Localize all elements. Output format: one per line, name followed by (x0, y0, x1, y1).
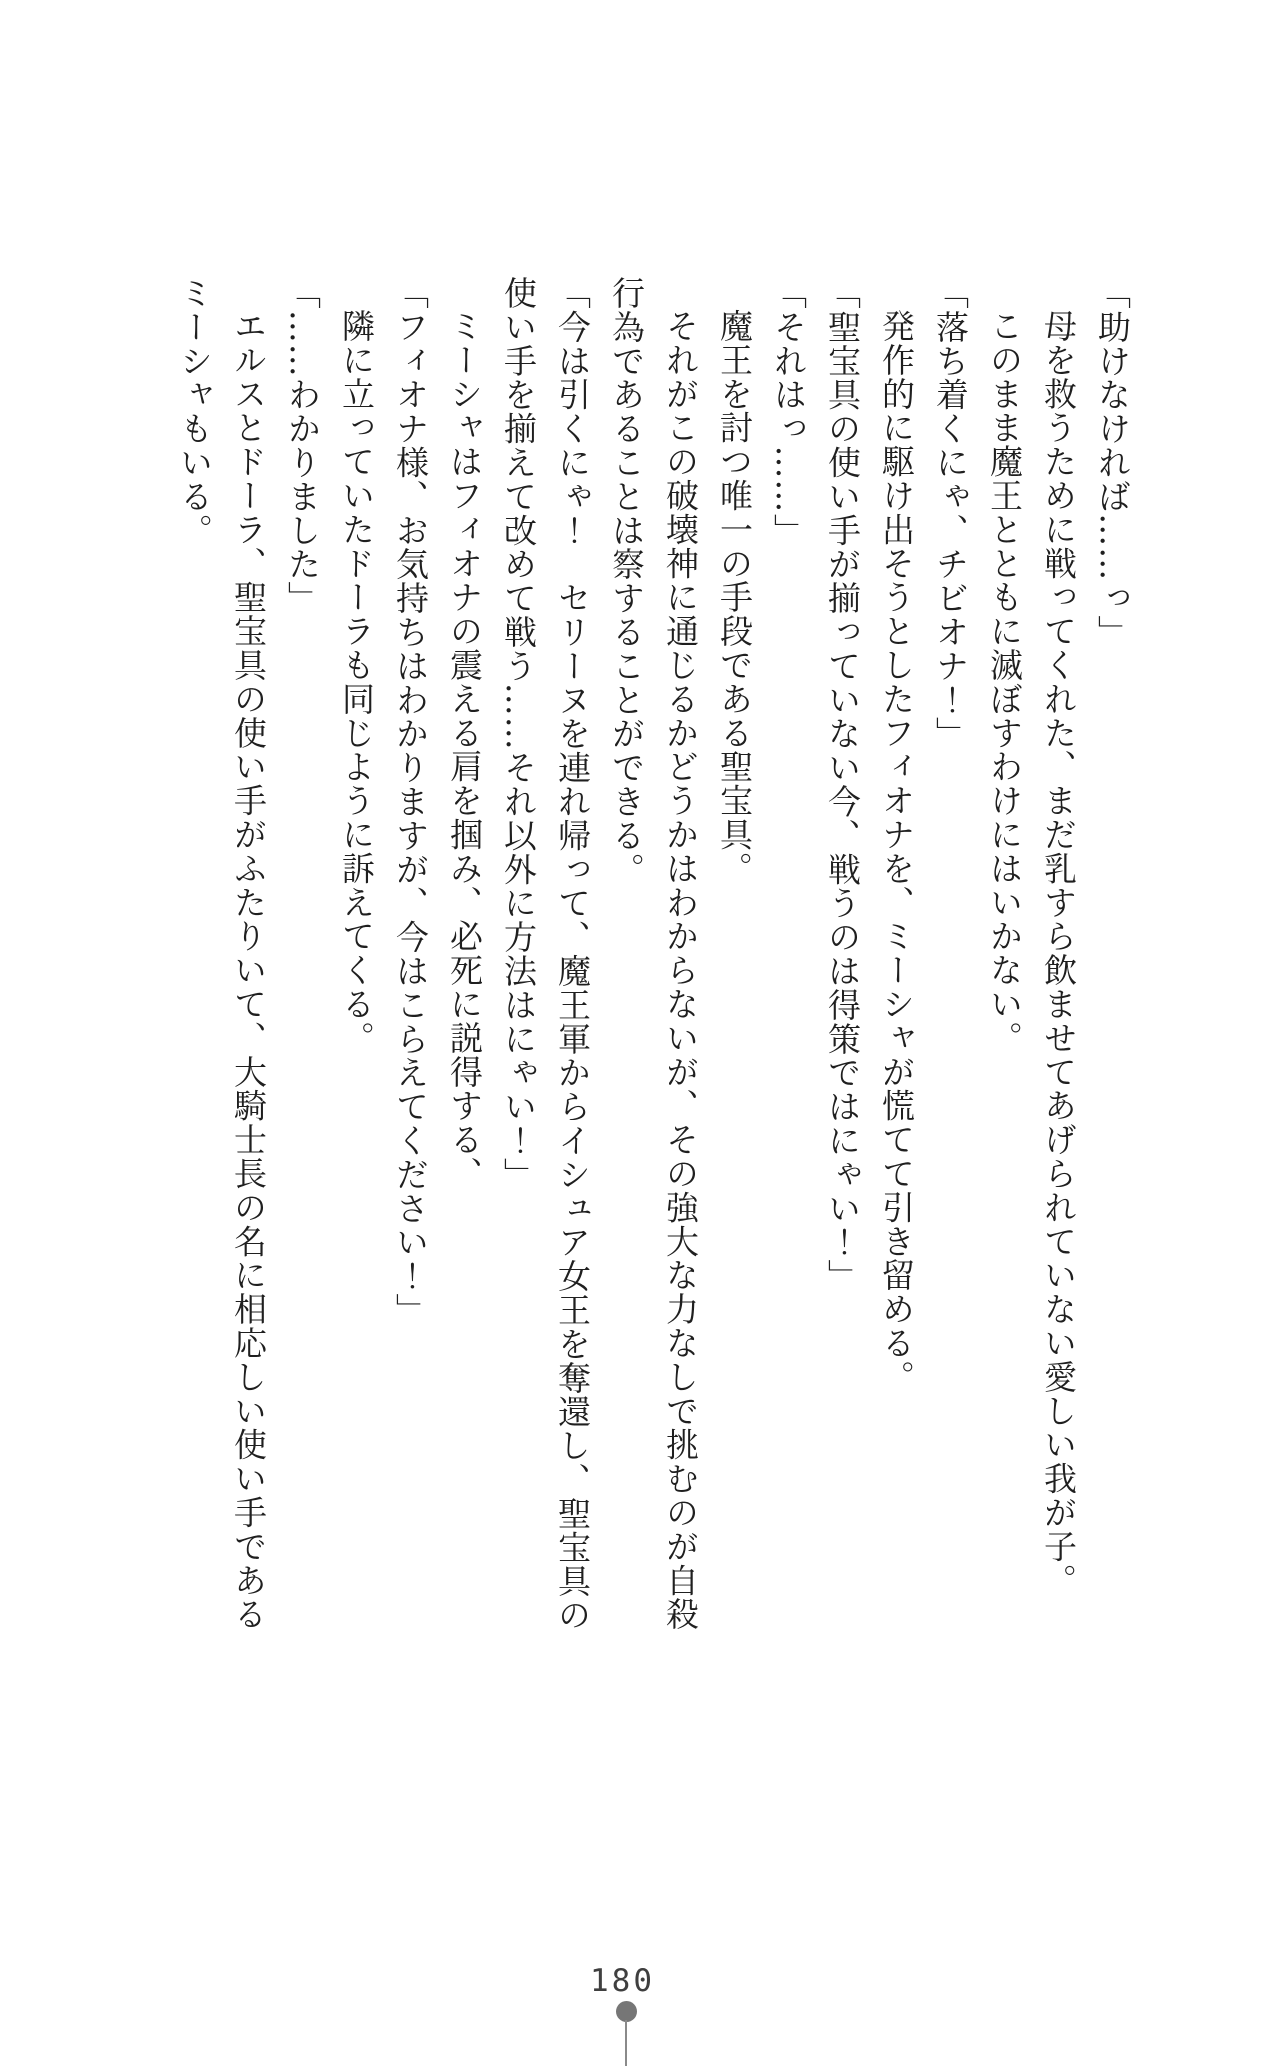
paragraph-narration: 発作的に駆け出そうとしたフィオナを、ミーシャが慌てて引き留める。 (877, 309, 916, 1394)
footer-line-marker (625, 2020, 627, 2066)
paragraph-dialogue: 「今は引くにゃ！ セリーヌを連れ帰って、魔王軍からイシュア女王を奪還し、聖宝具の使い手を揃えて改めて戦う……それ以外に方法はにゃい！」 (499, 276, 592, 1632)
paragraph-narration: それがこの破壊神に通じるかどうかはわからないが、その強大な力なしで挑むのが自殺行為であることは察することができる。 (607, 276, 700, 1632)
paragraph-dialogue: 「フィオナ様、お気持ちはわかりますが、今はこらえてください！」 (391, 276, 430, 1327)
paragraph-narration: 母を救うために戦ってくれた、まだ乳すら飲ませてあげられていない愛しい我が子。 (1039, 309, 1078, 1598)
paragraph-dialogue: 「それはっ……」 (769, 276, 808, 548)
paragraph-narration: エルスとドーラ、聖宝具の使い手がふたりいて、大騎士長の名に相応しい使い手であるミーシャもいる。 (175, 276, 268, 1632)
paragraph-dialogue: 「落ち着くにゃ、チビオナ！」 (931, 276, 970, 751)
footer-dot-marker (616, 2001, 637, 2022)
paragraph-dialogue: 「聖宝具の使い手が揃っていない今、戦うのは得策ではにゃい！」 (823, 276, 862, 1293)
paragraph-narration: このまま魔王とともに滅ぼすわけにはいかない。 (985, 309, 1024, 1055)
paragraph-dialogue: 「……わかりました」 (283, 276, 322, 615)
paragraph-dialogue: 「助けなければ……っ」 (1093, 276, 1132, 649)
page-number: 180 (590, 1963, 655, 1999)
vertical-text-block (167, 276, 1139, 1636)
paragraph-narration: 隣に立っていたドーラも同じように訴えてくる。 (337, 309, 376, 1055)
paragraph-narration: 魔王を討つ唯一の手段である聖宝具。 (715, 309, 754, 886)
paragraph-narration: ミーシャはフィオナの震える肩を掴み、必死に説得する、 (445, 309, 484, 1191)
